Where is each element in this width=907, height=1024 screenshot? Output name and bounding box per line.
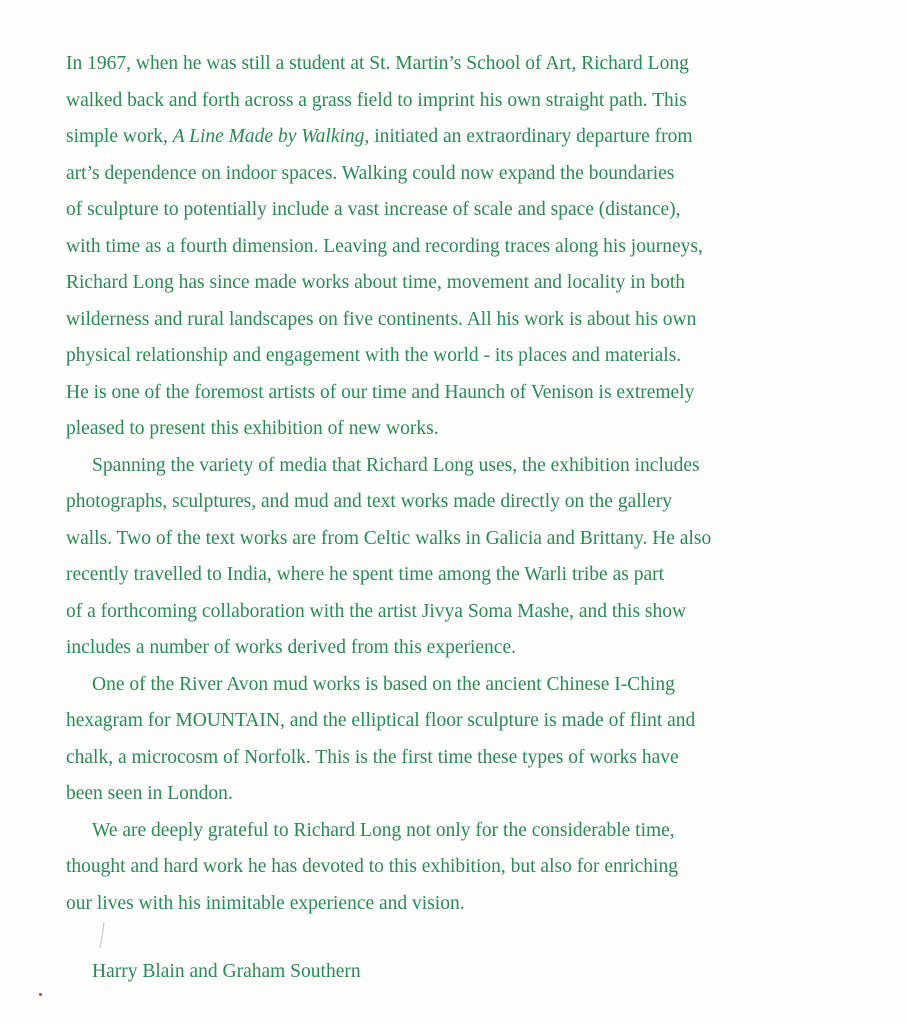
text-line: hexagram for MOUNTAIN, and the elliptical floor sculpture is made of flint and bbox=[66, 710, 696, 731]
paper-speck bbox=[39, 993, 42, 996]
essay-body bbox=[66, 46, 866, 922]
text-line: Spanning the variety of media that Richard Long uses, the exhibition includes bbox=[92, 454, 700, 476]
text-line: thought and hard work he has devoted to this exhibition, but also for enriching bbox=[66, 856, 678, 877]
text-line: In 1967, when he was still a student at St. Martin’s School of Art, Richard Long bbox=[66, 53, 689, 74]
text-segment: simple work, bbox=[66, 126, 173, 147]
text-line: We are deeply grateful to Richard Long not only for the considerable time, bbox=[92, 819, 675, 841]
signature: Harry Blain and Graham Southern bbox=[92, 961, 361, 982]
text-line: chalk, a microcosm of Norfolk. This is the first time these types of works have bbox=[66, 746, 679, 768]
artwork-title: A Line Made by Walking, bbox=[172, 126, 370, 147]
text-line: photographs, sculptures, and mud and text works made directly on the gallery bbox=[66, 491, 672, 512]
text-line: includes a number of works derived from this experience. bbox=[66, 637, 516, 658]
text-line: been seen in London. bbox=[66, 783, 233, 804]
text-line: of sculpture to potentially include a vast increase of scale and space (distance), bbox=[66, 199, 681, 220]
text-line-with-title bbox=[66, 119, 866, 156]
text-line: art’s dependence on indoor spaces. Walking could now expand the boundaries bbox=[66, 162, 675, 184]
text-line: walked back and forth across a grass field to imprint his own straight path. This bbox=[66, 89, 687, 111]
text-line: our lives with his inimitable experience and vision. bbox=[66, 892, 465, 914]
text-line: with time as a fourth dimension. Leaving and recording traces along his journeys, bbox=[66, 235, 703, 257]
text-line: walls. Two of the text works are from Celtic walks in Galicia and Brittany. He also bbox=[66, 527, 712, 549]
text-segment: initiated an extraordinary departure from bbox=[369, 126, 693, 147]
text-line: of a forthcoming collaboration with the artist Jivya Soma Mashe, and this show bbox=[66, 600, 687, 622]
text-line: wilderness and rural landscapes on five continents. All his work is about his own bbox=[66, 308, 697, 330]
text-line: recently travelled to India, where he spent time among the Warli tribe as part bbox=[66, 564, 665, 585]
text-line: physical relationship and engagement with the world - its places and materials. bbox=[66, 345, 682, 366]
text-line: One of the River Avon mud works is based on the ancient Chinese I-Ching bbox=[92, 673, 675, 695]
pen-stroke-mark bbox=[97, 920, 107, 952]
text-line: Richard Long has since made works about time, movement and locality in both bbox=[66, 272, 685, 293]
text-line: He is one of the foremost artists of our time and Haunch of Venison is extremely bbox=[66, 381, 695, 403]
text-line: pleased to present this exhibition of new works. bbox=[66, 418, 439, 439]
